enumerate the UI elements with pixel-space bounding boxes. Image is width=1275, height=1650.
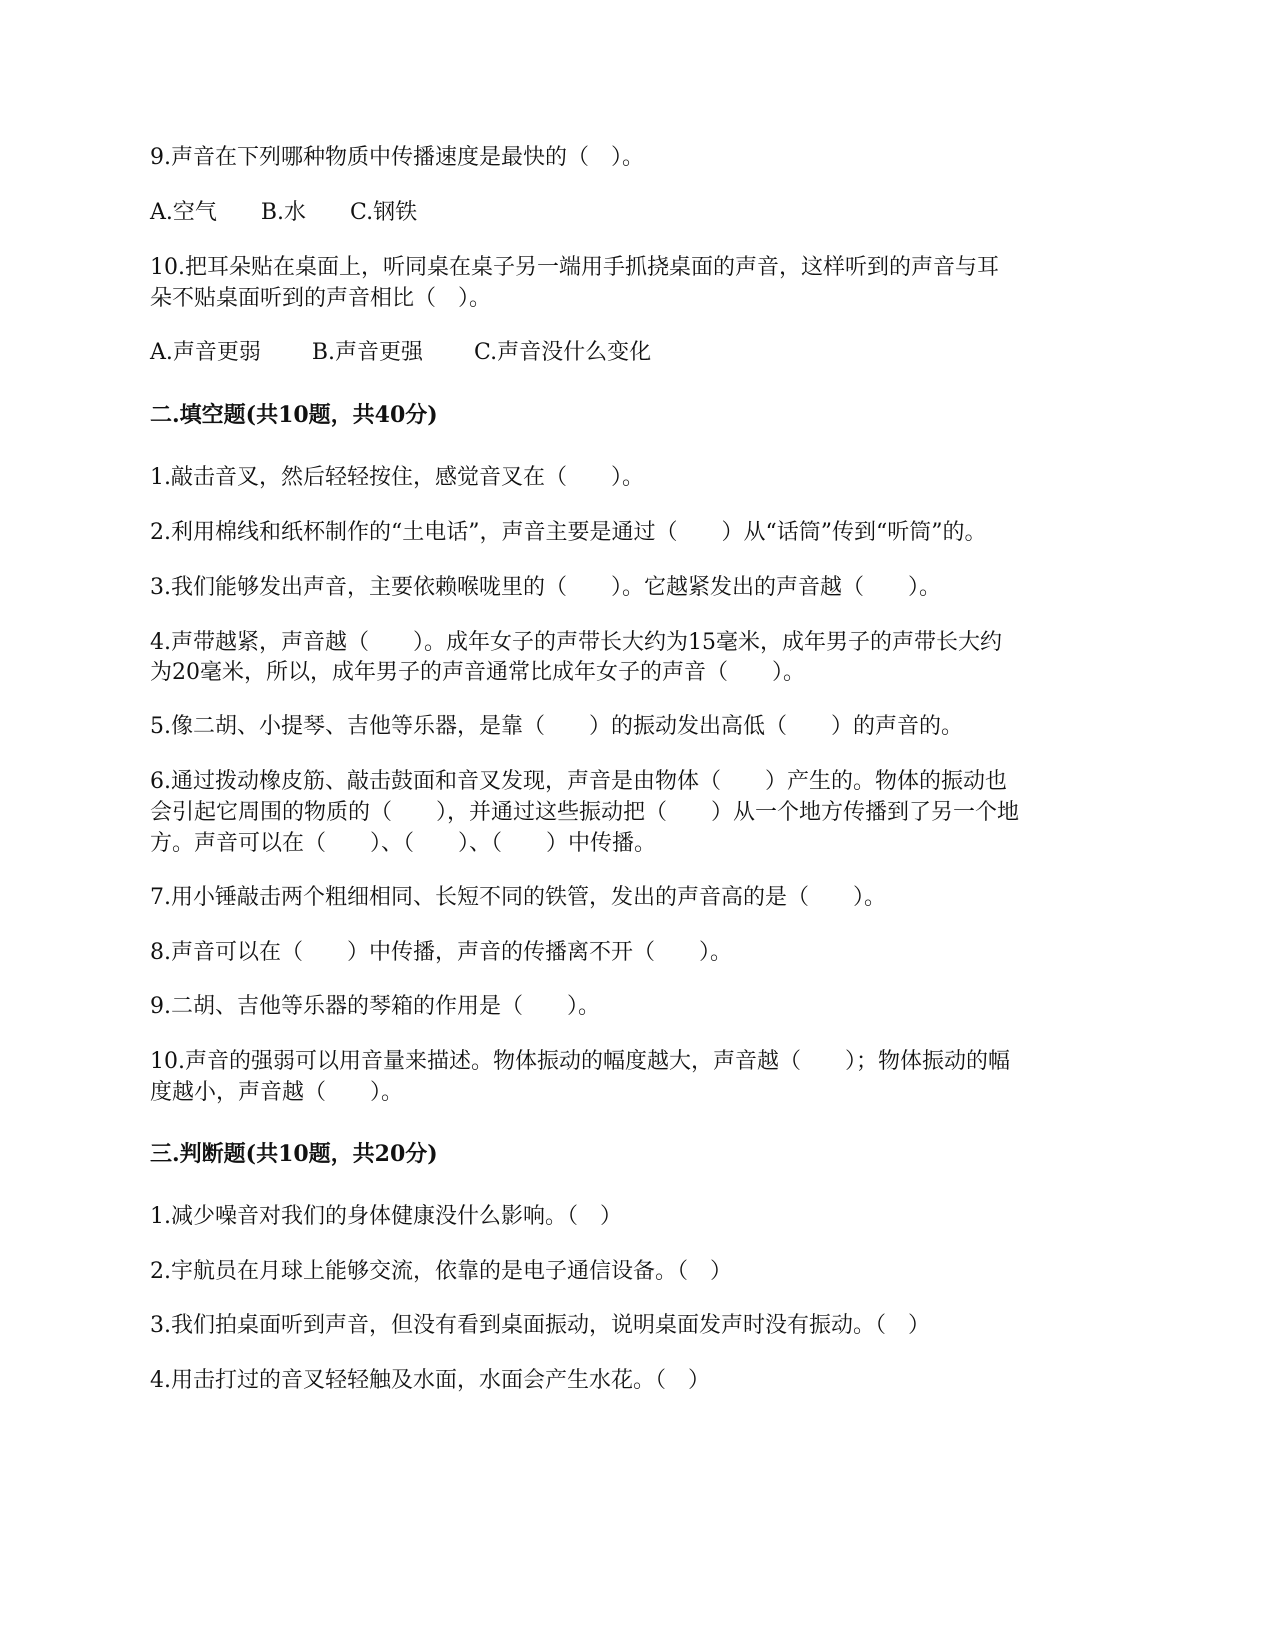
fill-question-8: 8.声音可以在（ ）中传播，声音的传播离不开（ ）。 [150,940,732,965]
fill-question-6-line-3: 方。声音可以在（ ）、（ ）、（ ）中传播。 [150,831,657,856]
fill-question-4-line-2: 为20毫米，所以，成年男子的声音通常比成年女子的声音（ ）。 [150,660,805,685]
question-10-line-1: 10.把耳朵贴在桌面上，听同桌在桌子另一端用手抓挠桌面的声音，这样听到的声音与耳 [150,255,999,280]
question-10-line-2: 朵不贴桌面听到的声音相比（ ）。 [150,286,492,311]
section-heading-true-false: 三.判断题(共10题，共20分) [150,1141,438,1167]
judge-question-4: 4.用击打过的音叉轻轻触及水面，水面会产生水花。（ ） [150,1368,710,1393]
exam-page [150,0,1130,1650]
fill-question-2: 2.利用棉线和纸杯制作的“土电话”，声音主要是通过（ ）从“话筒”传到“听筒”的。 [150,520,987,545]
judge-question-2: 2.宇航员在月球上能够交流，依靠的是电子通信设备。（ ） [150,1259,732,1284]
section-heading-fill-in: 二.填空题(共10题，共40分) [150,402,438,428]
fill-question-10-line-1: 10.声音的强弱可以用音量来描述。物体振动的幅度越大，声音越（ ）；物体振动的幅 [150,1049,1010,1074]
judge-question-3: 3.我们拍桌面听到声音，但没有看到桌面振动，说明桌面发声时没有振动。（ ） [150,1313,930,1338]
fill-question-6-line-2: 会引起它周围的物质的（ ），并通过这些振动把（ ）从一个地方传播到了另一个地 [150,800,1020,825]
question-9-options: A.空气 B.水 C.钢铁 [150,200,418,225]
fill-question-10-line-2: 度越小，声音越（ ）。 [150,1080,404,1105]
fill-question-1: 1.敲击音叉，然后轻轻按住，感觉音叉在（ ）。 [150,465,644,490]
fill-question-7: 7.用小锤敲击两个粗细相同、长短不同的铁管，发出的声音高的是（ ）。 [150,885,886,910]
fill-question-3: 3.我们能够发出声音，主要依赖喉咙里的（ ）。它越紧发出的声音越（ ）。 [150,575,941,600]
fill-question-9: 9.二胡、吉他等乐器的琴箱的作用是（ ）。 [150,994,600,1019]
fill-question-4-line-1: 4.声带越紧，声音越（ ）。成年女子的声带长大约为15毫米，成年男子的声带长大约 [150,630,1002,655]
fill-question-6-line-1: 6.通过拨动橡皮筋、敲击鼓面和音叉发现，声音是由物体（ ）产生的。物体的振动也 [150,769,1007,794]
fill-question-5: 5.像二胡、小提琴、吉他等乐器，是靠（ ）的振动发出高低（ ）的声音的。 [150,714,963,739]
judge-question-1: 1.减少噪音对我们的身体健康没什么影响。（ ） [150,1204,622,1229]
question-9: 9.声音在下列哪种物质中传播速度是最快的（ ）。 [150,145,644,170]
question-10-options: A.声音更弱 B.声音更强 C.声音没什么变化 [150,340,652,365]
